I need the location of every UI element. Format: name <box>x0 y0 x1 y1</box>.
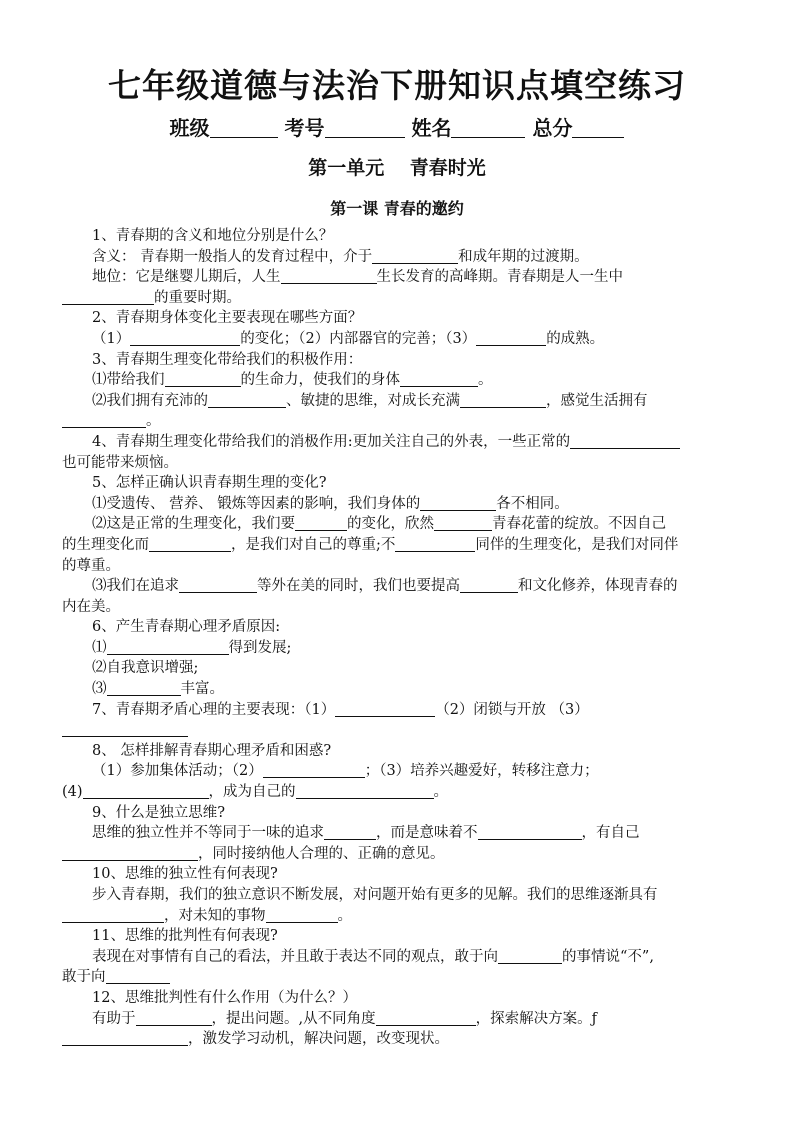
fill-blank <box>62 721 188 737</box>
text-line: （1）参加集体活动；（2） ；（3）培养兴趣爱好，转移注意力； <box>92 763 599 780</box>
fill-blank <box>460 577 518 593</box>
text-line: ⑵我们拥有充沛的 、敏捷的思维，对成长充满 ，感觉生活拥有 <box>92 392 648 409</box>
question-7: 7、青春期矛盾心理的主要表现：（1） （2）闭锁与开放 （3） <box>92 701 589 718</box>
score-label: 总分 <box>532 116 573 140</box>
text-line: ，同时接纳他人合理的、正确的意见。 <box>62 844 742 865</box>
question-8: 8、 怎样排解青春期心理矛盾和困惑? <box>92 742 332 759</box>
fill-blank <box>179 577 257 593</box>
fill-blank <box>62 1030 188 1046</box>
text-line: 思维的独立性并不等同于一味的追求 ，而是意味着不 ，有自己 <box>92 825 640 842</box>
question-12: 12、思维批判性有什么作用（为什么？） <box>92 989 357 1006</box>
name-label: 姓名 <box>411 116 452 140</box>
fill-blank <box>149 536 231 552</box>
fill-blank <box>62 845 198 861</box>
text-line: ⑶我们在追求 等外在美的同时，我们也要提高 和文化修养，体现青春的 <box>92 578 678 595</box>
fill-blank <box>570 433 680 449</box>
class-blank <box>210 122 278 138</box>
fill-blank <box>107 680 181 696</box>
text-line: ，对未知的事物 。 <box>62 906 742 927</box>
text-line: 敢于向 <box>62 967 742 988</box>
fill-blank <box>372 248 458 264</box>
text-line: 步入青春期，我们的独立意识不断发展，对问题开始有更多的见解。我们的思维逐渐具有 <box>92 887 658 903</box>
page-title: 七年级道德与法治下册知识点填空练习 <box>108 66 686 105</box>
question-6: 6、产生青春期心理矛盾原因: <box>92 619 281 636</box>
fill-blank <box>335 701 435 717</box>
text-line: 内在美。 <box>62 598 120 615</box>
question-1: 1、青春期的含义和地位分别是什么？ <box>92 228 334 244</box>
question-4: 4、青春期生理变化带给我们的消极作用:更加关注自己的外表，一些正常的 <box>62 432 742 453</box>
fill-blank <box>395 536 475 552</box>
text-line: ⑴受遗传、 营养、 锻炼等因素的影响，我们身体的 各不相同。 <box>92 495 569 512</box>
fill-blank <box>460 392 546 408</box>
fill-blank <box>263 762 365 778</box>
unit-title: 第一单元 青春时光 <box>308 157 486 179</box>
question-10: 10、思维的独立性有何表现? <box>92 866 278 883</box>
text-line: 有助于 ，提出问题。,从不同角度 ，探索解决方案。ƒ <box>92 1010 597 1027</box>
fill-blank <box>478 824 582 840</box>
text-line: ⑶ 丰富。 <box>92 681 224 698</box>
text-line: 。 <box>62 411 742 432</box>
question-3: 3、青春期生理变化带给我们的积极作用： <box>92 351 363 368</box>
fill-blank <box>400 371 478 387</box>
class-label: 班级 <box>169 116 210 140</box>
text-line: (4) ，成为自己的 。 <box>62 784 449 801</box>
fill-blank <box>296 783 434 799</box>
fill-blank <box>83 783 209 799</box>
fill-blank <box>130 330 240 346</box>
fill-blank <box>136 1010 212 1026</box>
fill-blank <box>106 968 170 984</box>
fill-blank <box>376 1010 476 1026</box>
question-11: 11、思维的批判性有何表现? <box>92 928 278 945</box>
text-line: 也可能带来烦恼。 <box>62 454 178 471</box>
text-line: ⑵这是正常的生理变化，我们要 的变化，欣然 青春花蕾的绽放。不因自己 <box>92 516 666 533</box>
text-line: 的重要时期。 <box>62 288 742 309</box>
fill-blank <box>324 824 376 840</box>
fill-blank <box>62 907 164 923</box>
question-9: 9、什么是独立思维? <box>92 804 225 821</box>
fill-blank <box>165 371 241 387</box>
fill-blank <box>476 330 546 346</box>
text-line: 表现在对事情有自己的看法，并且敢于表达不同的观点，敢于向 的事情说“不”, <box>92 948 654 965</box>
score-blank <box>572 122 624 138</box>
text-line: 的尊重。 <box>62 557 120 574</box>
lesson-title: 第一课 青春的邀约 <box>330 199 464 218</box>
text-line: ⑴带给我们 的生命力，使我们的身体 。 <box>92 372 493 389</box>
fill-blank <box>107 639 229 655</box>
name-blank <box>451 122 525 138</box>
fill-blank <box>266 907 338 923</box>
fill-blank <box>208 392 286 408</box>
text-line: ，激发学习动机，解决问题，改变现状。 <box>62 1029 742 1050</box>
question-2: 2、青春期身体变化主要表现在哪些方面？ <box>92 310 363 327</box>
text-line <box>62 720 742 741</box>
text-line: 含义： 青春期一般指人的发育过程中，介于 和成年期的过渡期。 <box>92 248 589 265</box>
fill-blank <box>62 289 154 305</box>
exercise-content <box>62 226 742 1050</box>
student-info-line <box>0 112 794 141</box>
text-line: 地位：它是继婴儿期后，人生 生长发育的高峰期。青春期是人一生中 <box>92 269 623 286</box>
exam-no-label: 考号 <box>284 116 325 140</box>
fill-blank <box>62 412 146 428</box>
fill-blank <box>498 948 562 964</box>
fill-blank <box>295 515 347 531</box>
text-line: （1） 的变化；（2）内部器官的完善；（3） 的成熟。 <box>92 330 605 347</box>
text-line: 的生理变化而 ，是我们对自己的尊重;不 同伴的生理变化，是我们对同伴 <box>62 536 679 553</box>
text-line: ⑴ 得到发展; <box>92 639 292 656</box>
question-5: 5、怎样正确认识青春期生理的变化? <box>92 475 327 492</box>
text-line: ⑵自我意识增强; <box>92 660 199 677</box>
fill-blank <box>434 515 492 531</box>
exam-no-blank <box>325 122 405 138</box>
fill-blank <box>420 495 496 511</box>
fill-blank <box>281 268 377 284</box>
